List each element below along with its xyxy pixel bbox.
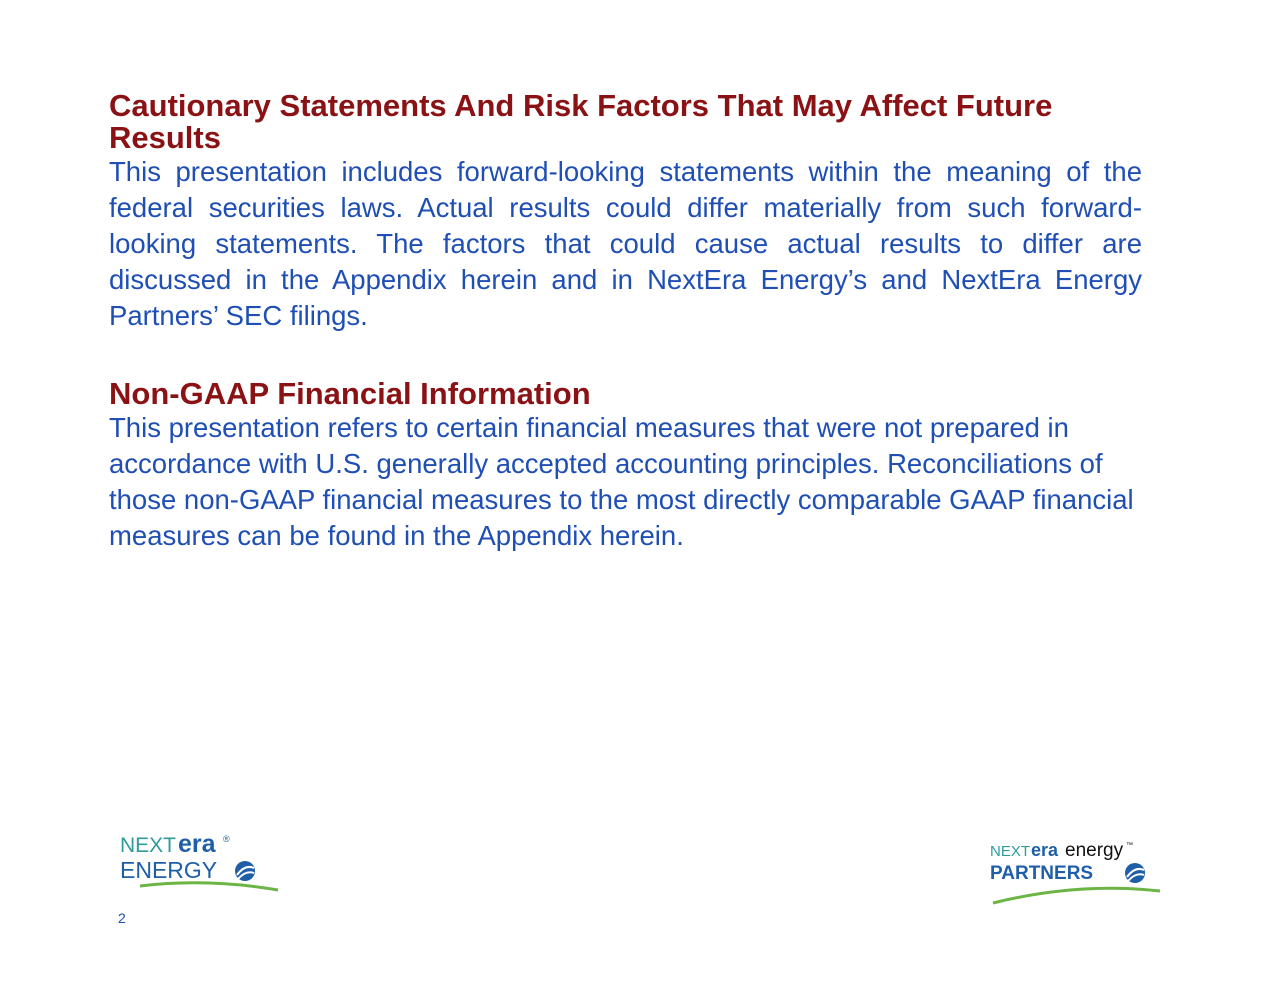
logo-left-era: era [178,830,216,858]
non-gaap-section [109,378,1142,554]
non-gaap-heading: Non-GAAP Financial Information [109,376,591,411]
logo-right-energy: energy [1065,840,1124,861]
logo-right-swoosh-icon [993,888,1160,903]
nextera-energy-partners-logo [988,836,1163,908]
cautionary-statements-body: This presentation includes forward-looking statements within the meaning of the federal securities laws. Actual results could differ materially from such forward-looking statements. The factors that could cause actual results to differ are discussed in the Appendix herein and in NextEra Energy’s and NextEra Energy Partners’ SEC filings. [109,156,1142,331]
nextera-energy-logo [118,826,283,896]
logo-left-next: NEXT [120,834,177,857]
logo-left-reg: ® [223,834,230,844]
logo-right-tm: ™ [1126,842,1133,849]
logo-right-partners: PARTNERS [990,863,1094,884]
logo-left-swoosh-icon [140,883,278,890]
page-number: 2 [118,910,126,926]
cautionary-statements-heading: Cautionary Statements And Risk Factors That May Affect Future Results [109,88,1053,155]
cautionary-statements-section [109,90,1142,334]
logo-left-energy: ENERGY [120,857,218,883]
non-gaap-body: This presentation refers to certain financial measures that were not prepared in accordance with U.S. generally accepted accounting principles. Reconciliations of those non-GAAP financial measures to the most directly comparable GAAP financial measures can be found in the Appendix herein. [109,412,1134,551]
logo-right-era: era [1031,840,1059,860]
logo-right-next: NEXT [990,843,1031,860]
